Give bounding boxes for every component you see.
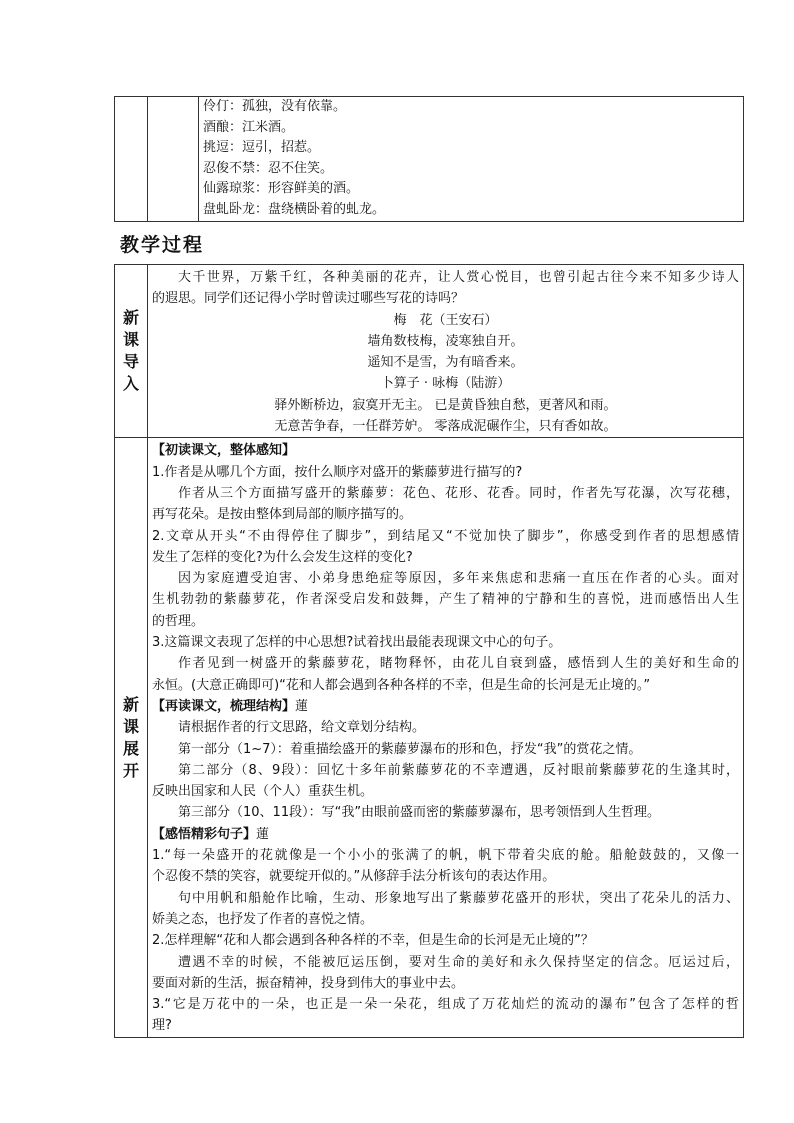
section-title: 教学过程: [120, 234, 205, 256]
label-char: 课: [122, 330, 139, 350]
answer: 句中用帆和船舱作比喻，生动、形象地写出了紫藤萝花盛开的形状，突出了花朵儿的活力、: [178, 890, 739, 906]
vocab-item: 伶仃：孤独，没有依靠。: [203, 99, 347, 114]
answer: 生机勃勃的紫藤萝花，作者深受启发和鼓舞，产生了精神的宁静和生的喜悦，进而感悟出人生: [152, 592, 739, 608]
subsection-heading-row: [152, 824, 739, 845]
answer: 再写花朵。是按由整体到局部的顺序描写的。: [152, 507, 413, 523]
main-content-cell: [148, 438, 744, 1037]
answer: 遭遇不幸的时候，不能被厄运压倒，要对生命的美好和永久保持坚定的信念。厄运过后，: [178, 954, 739, 970]
question: 1.作者是从哪几个方面，按什么顺序对盛开的紫藤萝进行描写的?: [152, 464, 523, 480]
vocab-item: 盘虬卧龙：盘绕横卧着的虬龙。: [203, 201, 386, 217]
question: 个忍俊不禁的笑容，就要绽开似的。”从修辞手法分析该句的表达作用。: [152, 869, 556, 885]
structure-part: 第三部分（10、11段）：写“我”由眼前盛而密的紫藤萝瀑布，思考领悟到人生哲理。: [178, 805, 661, 821]
question: 发生了怎样的变化?为什么会发生这样的变化?: [152, 549, 413, 565]
vocab-item: 挑逗：逗引，招惹。: [203, 140, 321, 155]
label-char: 课: [122, 716, 139, 736]
vocab-list-cell: [199, 97, 744, 222]
answer: 要面对新的生活，振奋精神，投身到伟大的事业中去。: [152, 975, 465, 991]
question: 3.“它是万花中的一朵，也正是一朵一朵花，组成了万花灿烂的流动的瀑布”包含了怎样的哲: [152, 997, 739, 1013]
structure-part: 第二部分（8、9段）：回忆十多年前紫藤萝花的不幸遭遇，反衬眼前紫藤萝花的生逢其时，: [178, 762, 739, 778]
intro-label-cell: [115, 265, 148, 438]
answer: 作者见到一树盛开的紫藤萝花，睹物释怀，由花儿自衰到盛，感悟到人生的美好和生命的: [178, 656, 739, 672]
structure-part: 第一部分（1~7）：着重描绘盛开的紫藤萝瀑布的形和色，抒发“我”的赏花之情。: [178, 741, 642, 757]
section-mark: 蓮: [256, 826, 270, 842]
intro-text: 大千世界，万紫千红，各种美丽的花卉，让人赏心悦目，也曾引起古往今来不知多少诗人: [178, 270, 739, 285]
poem-line: 遥知不是雪，为有暗香来。: [367, 355, 524, 371]
answer: 因为家庭遭受迫害、小弟身患绝症等原因，多年来焦虑和悲痛一直压在作者的心头。面对: [178, 571, 739, 587]
vocab-item: 忍俊不禁：忍不住笑。: [203, 160, 334, 176]
answer: 作者从三个方面描写盛开的紫藤萝：花色、花形、花香。同时，作者先写花瀑，次写花穗，: [178, 485, 739, 501]
intro-content-cell: [148, 265, 744, 438]
label-char: 展: [122, 738, 139, 758]
intro-text: 的遐思。同学们还记得小学时曾读过哪些写花的诗吗？: [152, 291, 465, 307]
answer: 娇美之态，也抒发了作者的喜悦之情。: [152, 911, 374, 927]
vocab-item: 酒酿：江米酒。: [203, 119, 295, 135]
question: 3.这篇课文表现了怎样的中心思想?试着找出最能表现课文中心的句子。: [152, 635, 562, 651]
vocab-empty-cell-2: [148, 97, 199, 222]
vocab-empty-cell-1: [115, 97, 148, 222]
question: 理?: [152, 1018, 172, 1034]
question: 2.怎样理解“花和人都会遇到各种各样的不幸，但是生命的长河是无止境的”？: [152, 933, 594, 949]
subsection-heading: 【感悟精彩句子】: [152, 826, 257, 842]
instruction: 请根据作者的行文思路，给文章划分结构。: [178, 720, 426, 736]
subsection-heading: 【初读课文，整体感知】: [152, 443, 296, 459]
label-char: 新: [122, 308, 139, 328]
answer: 永恒。(大意正确即可)“花和人都会遇到各种各样的不幸，但是生命的长河是无止境的。”: [152, 677, 651, 693]
label-char: 导: [122, 352, 139, 372]
teaching-process-table: [114, 264, 744, 1038]
poem-title: 卜算子 · 咏梅（陆游）: [380, 376, 511, 392]
vocab-table: [114, 96, 744, 222]
poem-line: 驿外断桥边，寂寞开无主。 已是黄昏独自愁，更著风和雨。: [274, 397, 617, 413]
poem-line: 无意苦争春，一任群芳妒。 零落成泥碾作尘，只有香如故。: [274, 419, 617, 435]
question: 1.“每一朵盛开的花就像是一个小小的张满了的帆，帆下带着尖底的舱。船舱鼓鼓的，又像一: [152, 848, 739, 864]
main-label-cell: [115, 438, 148, 1037]
question: 2.文章从开头“不由得停住了脚步”，到结尾又“不觉加快了脚步”，你感受到作者的思想感情: [152, 528, 739, 544]
section-mark: 蓮: [295, 698, 309, 714]
structure-part: 反映出国家和人民（个人）重获生机。: [152, 784, 374, 800]
poem-line: 墙角数枝梅，凌寒独自开。: [367, 333, 524, 349]
subsection-heading: 【再读课文，梳理结构】: [152, 698, 296, 714]
vocab-item: 仙露琼浆：形容鲜美的酒。: [203, 181, 360, 196]
label-char: 新: [122, 694, 139, 714]
label-char: 开: [122, 760, 139, 780]
answer: 的哲理。: [152, 613, 205, 629]
subsection-heading-row: [152, 696, 739, 717]
poem-title: 梅 花（王安石）: [393, 312, 498, 328]
label-char: 入: [122, 374, 139, 394]
